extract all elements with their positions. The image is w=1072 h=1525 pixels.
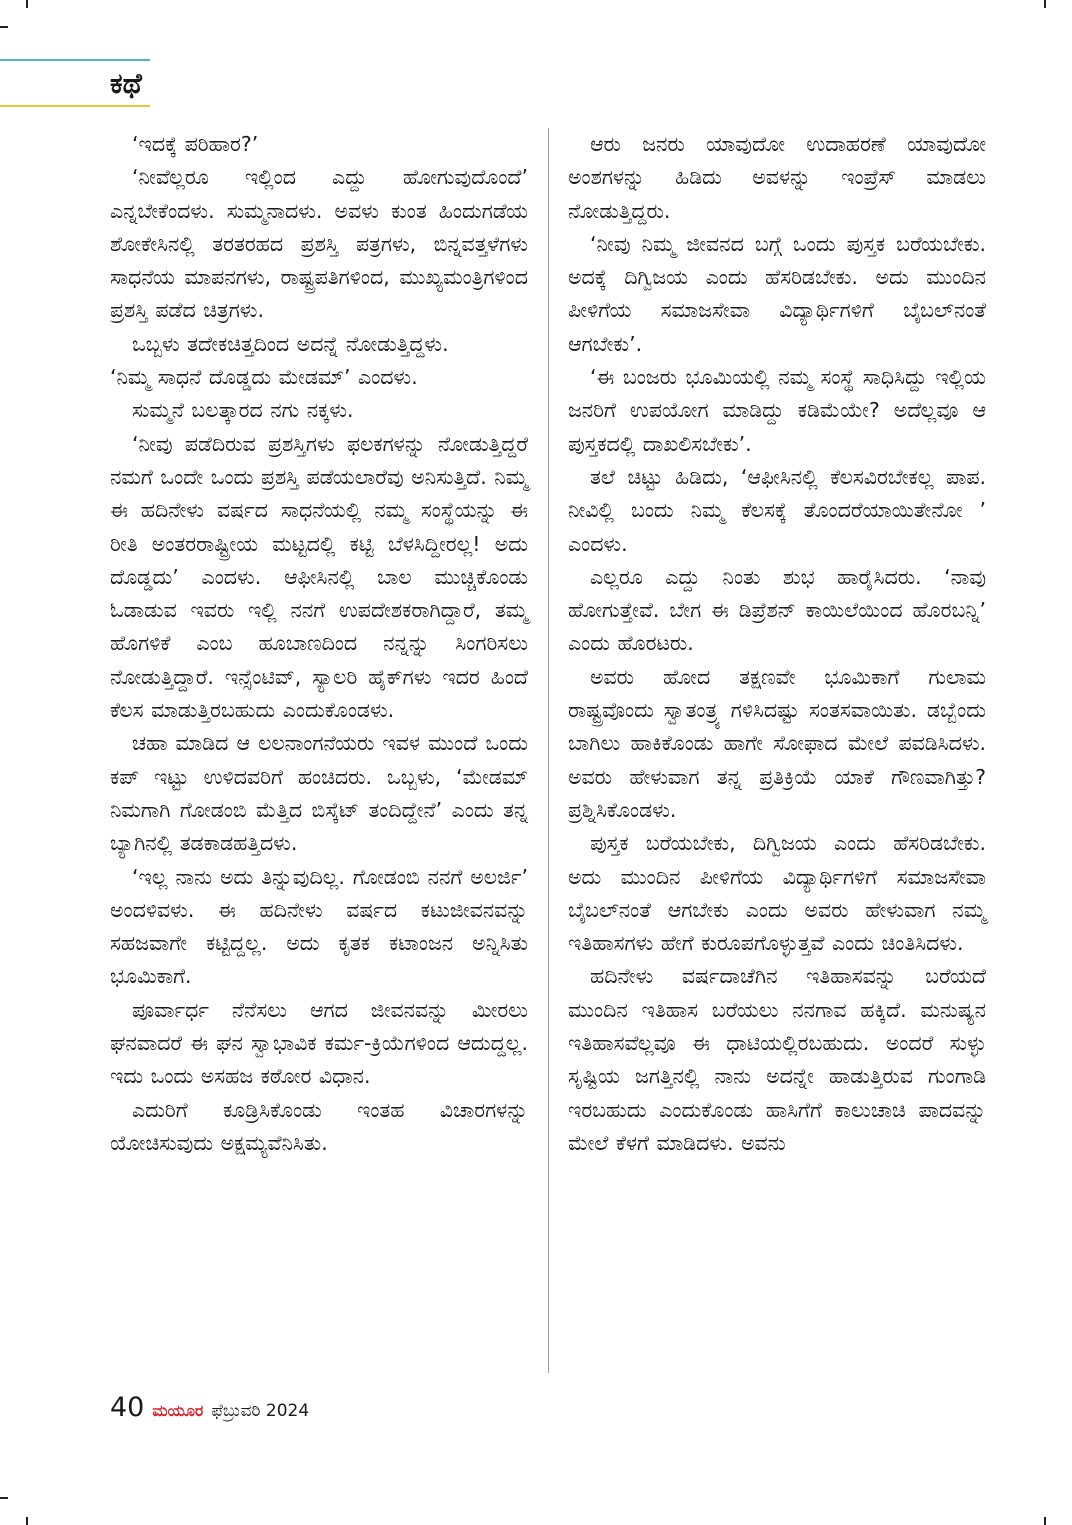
paragraph: ಒಬ್ಬಳು ತದೇಕಚಿತ್ತದಿಂದ ಅದನ್ನೆ ನೋಡುತ್ತಿದ್ದಳು. — [132, 331, 449, 356]
paragraph: ಪೂರ್ವಾರ್ಧ ನೆನೆಸಲು ಆಗದ ಜೀವನವನ್ನು ಮೀರಲು ಘನವಾದರೆ ಈ ಘನ ಸ್ವಾಭಾವಿಕ ಕರ್ಮ-ಕ್ರಿಯೆಗಳಿಂದ ಆದುದ್ದಲ್ಲ. ಇದು ಒಂದು ಅಸಹಜ ಕಠೋರ ವಿಧಾನ. — [110, 997, 528, 1089]
right-column — [568, 128, 986, 1160]
paragraph: ‘ನೀವು ನಿಮ್ಮ ಜೀವನದ ಬಗ್ಗೆ ಒಂದು ಪುಸ್ತಕ ಬರೆಯಬೇಕು. ಅದಕ್ಕೆ ದಿಗ್ವಿಜಯ ಎಂದು ಹೆಸರಿಡಬೇಕು. ಅದು ಮುಂದಿನ ಪೀಳಿಗೆಯ ಸಮಾಜಸೇವಾ ವಿದ್ಯಾರ್ಥಿಗಳಿಗೆ ಬೈಬಲ್‌ನಂತೆ ಆಗಬೇಕು’. — [568, 231, 986, 356]
header-rule-top — [0, 59, 150, 61]
paragraph: ‘ನಿಮ್ಮ ಸಾಧನೆ ದೊಡ್ಡದು ಮೇಡಮ್’ ಎಂದಳು. — [110, 365, 418, 390]
crop-mark-left-lower — [0, 1497, 8, 1499]
paragraph: ಸುಮ್ಮನೆ ಬಲತ್ಕಾರದ ನಗು ನಕ್ಕಳು. — [132, 398, 354, 423]
paragraph: ಚಹಾ ಮಾಡಿದ ಆ ಲಲನಾಂಗನೆಯರು ಇವಳ ಮುಂದೆ ಒಂದು ಕಪ್ ಇಟ್ಟು ಉಳಿದವರಿಗೆ ಹಂಚಿದರು. ಒಬ್ಬಳು, ‘ಮೇಡಮ್ ನಿಮಗಾಗಿ ಗೋಡಂಬಿ ಮೆತ್ತಿದ ಬಿಸ್ಕೆಟ್ ತಂದಿದ್ದೇನೆ’ ಎಂದು ತನ್ನ ಬ್ಯಾಗಿನಲ್ಲಿ ತಡಕಾಡಹತ್ತಿದಳು. — [110, 731, 528, 856]
column-divider — [548, 128, 549, 1373]
section-title: ಕಥೆ — [110, 67, 142, 100]
crop-mark-bottom-right — [1044, 1517, 1046, 1525]
paragraph: ಆರು ಜನರು ಯಾವುದೋ ಉದಾಹರಣೆ ಯಾವುದೋ ಅಂಶಗಳನ್ನು ಹಿಡಿದು ಅವಳನ್ನು ಇಂಪ್ರೆಸ್ ಮಾಡಲು ನೋಡುತ್ತಿದ್ದರು. — [568, 132, 986, 223]
crop-mark-left-upper — [0, 26, 8, 28]
paragraph: ಹದಿನೇಳು ವರ್ಷದಾಚೆಗಿನ ಇತಿಹಾಸವನ್ನು ಬರೆಯದೆ ಮುಂದಿನ ಇತಿಹಾಸ ಬರೆಯಲು ನನಗಾವ ಹಕ್ಕಿದೆ. ಮನುಷ್ಯನ ಇತಿಹಾಸವೆಲ್ಲವೂ ಈ ಧಾಟಿಯಲ್ಲಿರಬಹುದು. ಅಂದರೆ ಸುಳ್ಳು ಸೃಷ್ಟಿಯ ಜಗತ್ತಿನಲ್ಲಿ ನಾನು ಅದನ್ನೇ ಹಾಡುತ್ತಿರುವ ಗುಂಗಾಡಿ ಇರಬಹುದು ಎಂದುಕೊಂಡು ಹಾಸಿಗೆಗೆ ಕಾಲುಚಾಚಿ ಪಾದವನ್ನು ಮೇಲೆ ಕೆಳಗೆ ಮಾಡಿದಳು. ಅವನು — [568, 964, 986, 1155]
paragraph: ‘ಈ ಬಂಜರು ಭೂಮಿಯಲ್ಲಿ ನಮ್ಮ ಸಂಸ್ಥೆ ಸಾಧಿಸಿದ್ದು ಇಲ್ಲಿಯ ಜನರಿಗೆ ಉಪಯೋಗ ಮಾಡಿದ್ದು ಕಡಿಮೆಯೇ? ಅದೆಲ್ಲವೂ ಆ ಪುಸ್ತಕದಲ್ಲಿ ದಾಖಲಿಸಬೇಕು’. — [568, 365, 986, 456]
crop-mark-bottom-left — [26, 1517, 28, 1525]
paragraph: ಎಲ್ಲರೂ ಎದ್ದು ನಿಂತು ಶುಭ ಹಾರೈಸಿದರು. ‘ನಾವು ಹೋಗುತ್ತೇವೆ. ಬೇಗ ಈ ಡಿಪ್ರೆಶನ್ ಕಾಯಿಲೆಯಿಂದ ಹೊರಬನ್ನಿ’ ಎಂದು ಹೊರಟರು. — [568, 564, 986, 656]
page-footer — [110, 1392, 309, 1428]
paragraph: ‘ನೀವೆಲ್ಲರೂ ಇಲ್ಲಿಂದ ಎದ್ದು ಹೋಗುವುದೊಂದೆ’ ಎನ್ನಬೇಕೆಂದಳು. ಸುಮ್ಮನಾದಳು. ಅವಳು ಕುಂತ ಹಿಂದುಗಡೆಯ ಶೋಕೇಸಿನಲ್ಲಿ ತರತರಹದ ಪ್ರಶಸ್ತಿ ಪತ್ರಗಳು, ಬಿನ್ನವತ್ತಳೆಗಳು ಸಾಧನೆಯ ಮಾಪನಗಳು, ರಾಷ್ಟ್ರಪತಿಗಳಿಂದ, ಮುಖ್ಯಮಂತ್ರಿಗಳಿಂದ ಪ್ರಶಸ್ತಿ ಪಡೆದ ಚಿತ್ರಗಳು. — [110, 165, 528, 323]
paragraph: ‘ನೀವು ಪಡೆದಿರುವ ಪ್ರಶಸ್ತಿಗಳು ಫಲಕಗಳನ್ನು ನೋಡುತ್ತಿದ್ದರೆ ನಮಗೆ ಒಂದೇ ಒಂದು ಪ್ರಶಸ್ತಿ ಪಡೆಯಲಾರೆವು ಅನಿಸುತ್ತಿದೆ. ನಿಮ್ಮ ಈ ಹದಿನೇಳು ವರ್ಷದ ಸಾಧನೆಯಲ್ಲಿ ನಮ್ಮ ಸಂಸ್ಥೆಯನ್ನು ಈ ರೀತಿ ಅಂತರರಾಷ್ಟ್ರೀಯ ಮಟ್ಟದಲ್ಲಿ ಕಟ್ಟಿ ಬೆಳಸಿದ್ದೀರಲ್ಲ! ಅದು ದೊಡ್ಡದು’ ಎಂದಳು. ಆಫೀಸಿನಲ್ಲಿ ಬಾಲ ಮುಚ್ಚಿಕೊಂಡು ಓಡಾಡುವ ಇವರು ಇಲ್ಲಿ ನನಗೆ ಉಪದೇಶಕರಾಗಿದ್ದಾರೆ, ತಮ್ಮ ಹೊಗಳಿಕೆ ಎಂಬ ಹೂಬಾಣದಿಂದ ನನ್ನನ್ನು ಸಿಂಗರಿಸಲು ನೋಡುತ್ತಿದ್ದಾರೆ. ಇನ್ಸೆಂಟಿವ್, ಸ್ಯಾಲರಿ ಹೈಕ್‌ಗಳು ಇದರ ಹಿಂದೆ ಕೆಲಸ ಮಾಡುತ್ತಿರಬಹುದು ಎಂದುಕೊಂಡಳು. — [110, 431, 528, 723]
crop-mark-top-left — [26, 0, 28, 8]
paragraph: ಎದುರಿಗೆ ಕೂಡ್ರಿಸಿಕೊಂಡು ಇಂತಹ ವಿಚಾರಗಳನ್ನು ಯೋಚಿಸುವುದು ಅಕ್ಷಮ್ಯವೆನಿಸಿತು. — [110, 1097, 528, 1155]
paragraph: ‘ಇದಕ್ಕೆ ಪರಿಹಾರ?’ — [132, 132, 259, 156]
magazine-logo: ಮಯೂರ — [152, 1401, 204, 1420]
paragraph: ‘ಇಲ್ಲ ನಾನು ಅದು ತಿನ್ನುವುದಿಲ್ಲ. ಗೋಡಂಬಿ ನನಗೆ ಅಲರ್ಜಿ’ ಅಂದಳಿವಳು. ಈ ಹದಿನೇಳು ವರ್ಷದ ಕಟುಜೀವನವನ್ನು ಸಹಜವಾಗೇ ಕಟ್ಟಿದ್ದಲ್ಲ. ಅದು ಕೃತಕ ಕಟಾಂಜನ ಅನ್ನಿಸಿತು ಭೂಮಿಕಾಗೆ. — [110, 864, 528, 989]
header-rule-bottom — [0, 105, 150, 107]
paragraph: ತಲೆ ಚಿಟ್ಟು ಹಿಡಿದು, ‘ಆಫೀಸಿನಲ್ಲಿ ಕೆಲಸವಿರಬೇಕಲ್ಲ ಪಾಪ. ನೀವಿಲ್ಲಿ ಬಂದು ನಿಮ್ಮ ಕೆಲಸಕ್ಕೆ ತೊಂದರೆಯಾಯಿತೇನೋ ’ ಎಂದಳು. — [568, 464, 986, 556]
page-number: 40 — [110, 1392, 145, 1423]
issue-date: ಫೆಬ್ರುವರಿ 2024 — [211, 1401, 310, 1421]
paragraph: ಪುಸ್ತಕ ಬರೆಯಬೇಕು, ದಿಗ್ವಿಜಯ ಎಂದು ಹೆಸರಿಡಬೇಕು. ಅದು ಮುಂದಿನ ಪೀಳಿಗೆಯ ವಿದ್ಯಾರ್ಥಿಗಳಿಗೆ ಸಮಾಜಸೇವಾ ಬೈಬಲ್‌ನಂತೆ ಆಗಬೇಕು ಎಂದು ಅವರು ಹೇಳುವಾಗ ನಮ್ಮ ಇತಿಹಾಸಗಳು ಹೇಗೆ ಕುರೂಪಗೊಳ್ಳುತ್ತವೆ ಎಂದು ಚಿಂತಿಸಿದಳು. — [568, 831, 986, 956]
left-column — [110, 128, 528, 1160]
crop-mark-top-right — [1044, 0, 1046, 8]
paragraph: ಅವರು ಹೋದ ತಕ್ಷಣವೇ ಭೂಮಿಕಾಗೆ ಗುಲಾಮ ರಾಷ್ಟ್ರವೊಂದು ಸ್ವಾತಂತ್ರ್ಯ ಗಳಿಸಿದಷ್ಟು ಸಂತಸವಾಯಿತು. ಡಬ್ಬೆಂದು ಬಾಗಿಲು ಹಾಕಿಕೊಂಡು ಹಾಗೇ ಸೋಫಾದ ಮೇಲೆ ಪವಡಿಸಿದಳು. ಅವರು ಹೇಳುವಾಗ ತನ್ನ ಪ್ರತಿಕ್ರಿಯೆ ಯಾಕೆ ಗೌಣವಾಗಿತ್ತು? ಪ್ರಶ್ನಿಸಿಕೊಂಡಳು. — [568, 664, 986, 822]
